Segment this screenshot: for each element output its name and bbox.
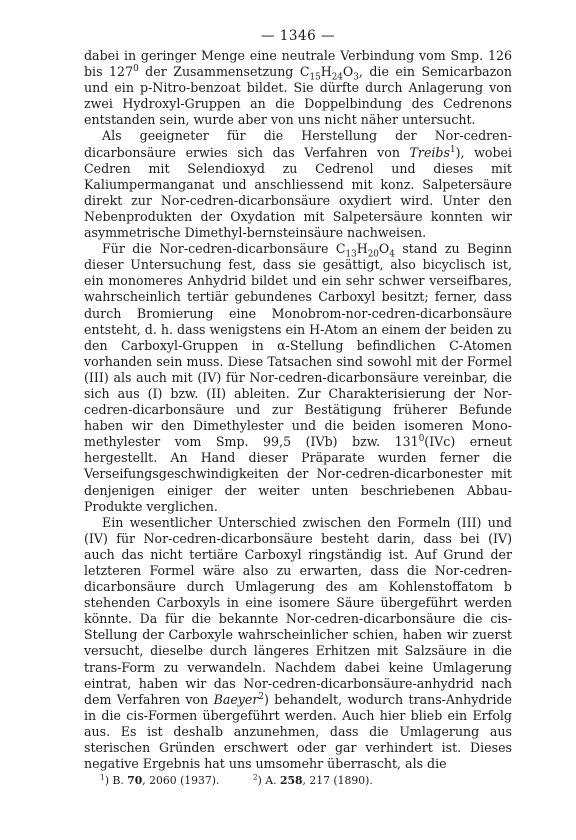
paragraph-1: dabei in geringer Menge eine neutrale Verbindung vom Smp. 126 bis $127^0$ der Zusammensetzung $C_{15}H_{24}O_3$, die ein Semicarbazon und ein p-Nitro-benzoat bildet. Sie dürfte durch Anlagerung von zwei Hydroxyl-Gruppen an die Doppelbindung des Cedrenons entstanden sein, wurde aber von uns nicht näher untersucht. <box>84 48 512 128</box>
footnotes <box>100 774 403 788</box>
footnote-2: $^2$) A. 258, 217 (1890). <box>252 772 373 787</box>
document-page <box>84 28 512 772</box>
page-number: — 1346 — <box>261 28 335 44</box>
paragraph-2: Als geeigneter für die Herstellung der Nor-cedren-dicarbonsäure erwies sich das Verfahren von Treibs$^1$), wobei Cedren mit Selendioxyd zu Cedrenol und dieses mit Kaliumpermanganat und anschliessend mit konz. Salpetersäure direkt zur Nor-cedren-dicarbonsäure oxydiert wird. Unter den Nebenprodukten der Oxydation mit Salpetersäure konnten wir asymmetrische Dimethyl-bernsteinsäure nachweisen. <box>84 128 512 241</box>
paragraph-4: Ein wesentlicher Unterschied zwischen den Formeln (III) und (IV) für Nor-cedren-dicarbonsäure besteht darin, dass bei (IV) auch das nicht tertiäre Carboxyl ringständig ist. Auf Grund der letzteren Formel wäre also zu erwarten, dass die Nor-cedren-dicarbonsäure durch Umlagerung des am Kohlenstoffatom b stehenden Carboxyls in eine isomere Säure übergeführt werden könnte. Da für die bekannte Nor-cedren-dicarbonsäure die cis-Stellung der Carboxyle wahrscheinlicher schien, haben wir zuerst versucht, dieselbe durch längeres Erhitzen mit Salzsäure in die trans-Form zu verwandeln. Nachdem dabei keine Umlagerung eintrat, haben wir das Nor-cedren-dicarbonsäure-anhydrid nach dem Verfahren von Baeyer$^2$) behandelt, wodurch trans-Anhydride in die cis-Formen übergeführt werden. Auch hier blieb ein Erfolg aus. Es ist deshalb anzunehmen, dass die Umlagerung aus sterischen Gründen erschwert oder gar verhindert ist. Dieses negative Ergebnis hat uns umsomehr überrascht, als die <box>84 514 512 772</box>
paragraph-3: Für die Nor-cedren-dicarbonsäure $C_{13}H_{20}O_4$ stand zu Beginn dieser Untersuchung fest, dass sie gesättigt, also bicyclisch ist, ein monomeres Anhydrid bildet und ein sehr schwer verseifbares, wahrscheinlich tertiär gebundenes Carboxyl besitzt; ferner, dass durch Bromierung eine Monobrom-nor-cedren-dicarbonsäure entsteht, d. h. dass wenigstens ein H-Atom an einem der beiden zu den Carboxyl-Gruppen in α-Stellung befindlichen C-Atomen vorhanden sein muss. Diese Tatsachen sind sowohl mit der Formel (III) als auch mit (IV) für Nor-cedren-dicarbonsäure vereinbar, die sich aus (I) bzw. (II) ableiten. Zur Charakterisierung der Nor-cedren-dicarbonsäure und zur Bestätigung früherer Befunde haben wir den Dimethylester und die beiden isomeren Mono-methylester vom Smp. 99,5 (IVb) bzw. $131^0(IVc)$ erneut hergestellt. An Hand dieser Präparate wurden ferner die Verseifungsgeschwindigkeiten der Nor-cedren-dicarbonester mit denjenigen einiger der weiter unten beschriebenen Abbau-Produkte verglichen. <box>84 241 513 514</box>
footnote-1: $^1$) B. 70, 2060 (1937). <box>100 772 220 787</box>
